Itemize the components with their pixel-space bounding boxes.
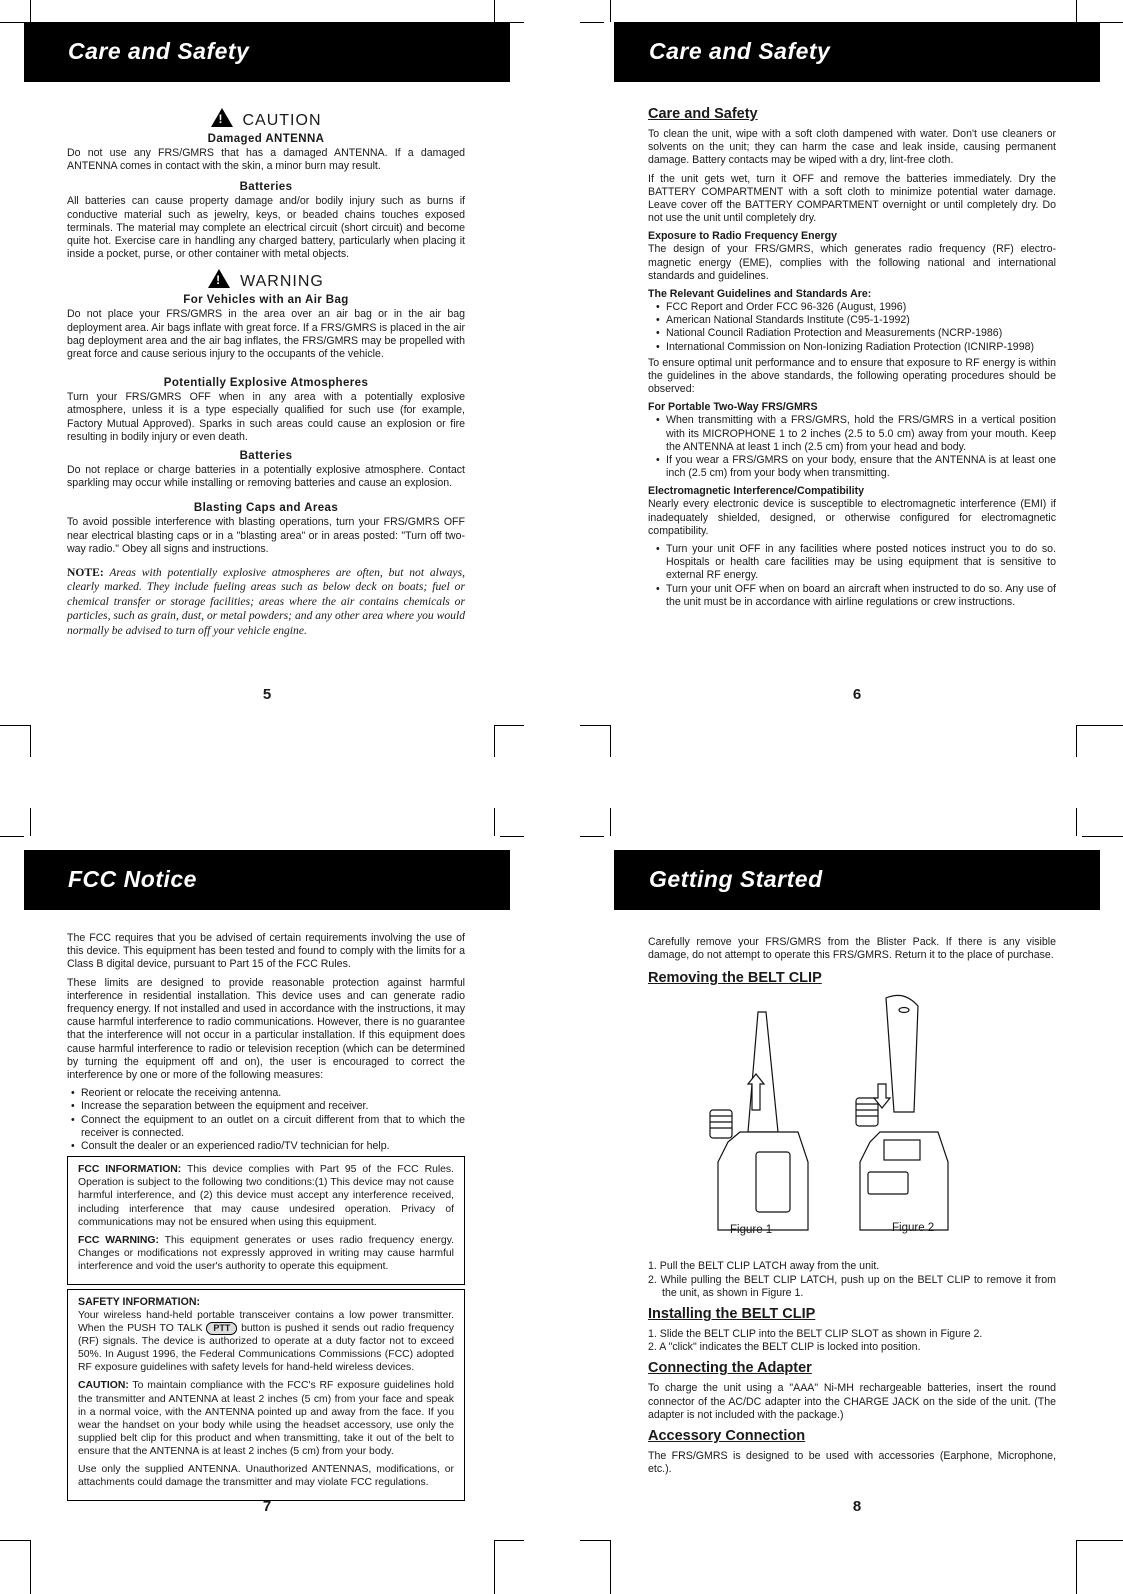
crop-mark	[0, 725, 30, 726]
page-number: 6	[852, 686, 862, 703]
list-item: • American National Standards Institute (C95-1-1992)	[656, 314, 1056, 327]
list-item: • International Commission on Non-Ionizing Radiation Protection (ICNIRP-1998)	[656, 341, 1056, 354]
banner-title: Getting Started	[649, 866, 823, 892]
list-item: • Consult the dealer or an experienced radio/TV technician for help.	[71, 1140, 465, 1153]
section-title: Exposure to Radio Frequency Energy	[648, 230, 837, 243]
paragraph: The FRS/GMRS is designed to be used with accessories (Earphone, Microphone, etc.).	[648, 1450, 1056, 1476]
crop-mark	[1076, 1540, 1123, 1541]
crop-mark	[1076, 725, 1077, 757]
section-title: Batteries	[239, 450, 293, 463]
page-7-banner	[24, 850, 510, 910]
belt-clip-figures	[648, 992, 1056, 1242]
paragraph: The design of your FRS/GMRS, which generates radio frequency (RF) electro-magnetic energy (EME), complies with the following national and international standards and guidelines.	[648, 243, 1056, 282]
paragraph: If the unit gets wet, turn it OFF and remove the batteries immediately. Dry the BATTERY COMPARTMENT with a soft cloth to minimize potential water damage. Leave cover off the BATTERY COMPARTMENT overnight or until completely dry. Do not use the unit until completely dry.	[648, 172, 1056, 225]
crop-mark	[30, 725, 31, 757]
paragraph: To avoid possible interference with blasting operations, turn your FRS/GMRS OFF near electrical blasting caps or in a "blasting area" or in areas posted: "Turn off two-way radio." Obey all signs and instructions.	[67, 516, 465, 555]
belt-clip-illustration	[648, 992, 1056, 1242]
emi-list	[648, 543, 1056, 609]
paragraph: Do not use any FRS/GMRS that has a damaged ANTENNA. If a damaged ANTENNA comes in contact with the skin, a minor burn may result.	[67, 147, 465, 173]
crop-mark	[494, 1540, 495, 1594]
crop-mark	[30, 0, 31, 22]
section-title: SAFETY INFORMATION:	[78, 1296, 201, 1308]
page-5-banner	[24, 22, 510, 82]
list-item: • Turn your unit OFF in any facilities where posted notices instruct you to do so. Hospitals or health care facilities may be using equipment that is sensitive to external RF energy.	[656, 543, 1056, 583]
step: 1. Slide the BELT CLIP into the BELT CLIP SLOT as shown in Figure 2.	[648, 1328, 983, 1341]
crop-mark	[500, 836, 524, 837]
paragraph: To ensure optimal unit performance and to ensure that exposure to RF energy is within the guidelines in the above standards, the following operating procedures should be observed:	[648, 356, 1056, 396]
paragraph: To clean the unit, wipe with a soft cloth dampened with water. Don't use cleaners or solvents on the unit; they can harm the case and leak inside, causing permanent damage. Battery contacts may be wiped with a dry, lint-free cloth.	[648, 128, 1056, 167]
warning-triangle-icon: !	[211, 108, 233, 127]
page-7-content	[67, 932, 465, 1501]
list-item: • When transmitting with a FRS/GMRS, hold the FRS/GMRS in a vertical position with its MICROPHONE 1 to 2 inches (2.5 to 5.0 cm) away from your mouth. Keep the ANTENNA at least 1 inch (2.5 cm) from your head and body.	[656, 414, 1056, 454]
figure-1-label: Figure 1	[730, 1224, 773, 1237]
section-title: Damaged ANTENNA	[207, 133, 325, 145]
section-heading: Installing the BELT CLIP	[648, 1306, 816, 1323]
paragraph: Do not replace or charge batteries in a potentially explosive atmosphere. Contact sparkling may occur while installing or removing batteries and cause an explosion.	[67, 464, 465, 490]
section-title: Batteries	[239, 181, 293, 194]
paragraph: FCC WARNING: This equipment generates or uses radio frequency energy. Changes or modifications not expressly approved in writing may cause harmful interference and void the user's authority to operate this equipment.	[78, 1234, 454, 1272]
warning-heading: ! WARNING	[67, 269, 465, 291]
banner-title: Care and Safety	[649, 38, 831, 64]
paragraph: Your wireless hand-held portable transceiver contains a low power transmitter. When the PUSH TO TALK PTT button is pushed it sends out radio frequency (RF) signals. The device is authorized to operate at a duty factor not to exceed 50%. In August 1996, the Federal Communications Commissions (FCC) adopted RF exposure guidelines with safety levels for hand-held wireless devices.	[78, 1310, 455, 1374]
crop-mark	[580, 725, 610, 726]
page-8-content	[648, 936, 1056, 1476]
page-8	[614, 850, 1100, 1515]
note-text: Areas with potentially explosive atmospheres are often, but not always, clearly marked. They include fueling areas such as below deck on boats; fuel or chemical transfer or storage facilities; areas where the air contains chemicals or particles, such as grain, dust, or metal powders; and any other area where you would normally be advised to turn off your vehicle engine.	[67, 566, 465, 637]
crop-mark	[494, 725, 524, 726]
list-item: • National Council Radiation Protection and Measurements (NCRP-1986)	[656, 327, 1056, 340]
crop-mark	[494, 0, 495, 22]
crop-mark	[30, 1540, 31, 1594]
paragraph: Do not place your FRS/GMRS in the area over an air bag or in the air bag deployment area. Air bags inflate with great force. If a FRS/GMRS is placed in the air bag deployment area and the air bag inflates, the FRS/GMRS may be propelled with great force and cause serious injury to the occupants of the vehicle.	[67, 308, 465, 361]
paragraph: Nearly every electronic device is susceptible to electromagnetic interference (EMI) if inadequately shielded, designed, or otherwise configured for electromagnetic compatibility.	[648, 498, 1056, 537]
safety-information-box	[67, 1289, 465, 1501]
crop-mark	[494, 808, 495, 836]
step: 2. While pulling the BELT CLIP LATCH, push up on the BELT CLIP to remove it from the unit, as shown in Figure 1.	[648, 1273, 1056, 1299]
crop-mark	[1076, 0, 1077, 22]
crop-mark	[1082, 836, 1123, 837]
page-5	[24, 22, 510, 703]
note-label: NOTE:	[67, 566, 104, 580]
list-item: • If you wear a FRS/GMRS on your body, ensure that the ANTENNA is at least one inch (2.5 cm) from your body when transmitting.	[656, 454, 1056, 480]
crop-mark	[610, 1540, 611, 1594]
crop-mark	[494, 1540, 524, 1541]
page-6-content	[648, 106, 1056, 609]
section-title: The Relevant Guidelines and Standards Are:	[648, 288, 872, 301]
crop-mark	[0, 22, 24, 23]
ptt-button-icon: PTT	[206, 1322, 237, 1335]
section-title: Electromagnetic Interference/Compatibility	[648, 485, 865, 498]
crop-mark	[610, 0, 611, 22]
fcc-information-box	[67, 1156, 465, 1285]
list-item: • FCC Report and Order FCC 96-326 (August, 1996)	[656, 301, 1056, 314]
paragraph: Turn your FRS/GMRS OFF when in any area with a potentially explosive atmosphere, unless it is a type especially qualified for such use (for example, Factory Mutual Approved). Sparks in such areas could cause an explosion or fire resulting in bodily injury or even death.	[67, 391, 465, 443]
guidelines-list	[648, 301, 1056, 354]
page-number: 8	[852, 1498, 862, 1515]
banner-title: FCC Notice	[68, 866, 197, 892]
paragraph: These limits are designed to provide reasonable protection against harmful interference in residential installation. This device uses and can generate radio frequency energy. If not installed and used in accordance with the instructions, it may cause harmful interference to radio communications. However, there is no guarantee that the interference will not occur in a particular installation. If this equipment does cause harmful interference to radio or television reception (which can be determined by turning the equipment off and on), the user is encouraged to correct the interference by one or more of the following measures:	[67, 976, 465, 1082]
crop-mark	[580, 22, 604, 23]
page-8-banner	[614, 850, 1100, 910]
page-6-banner	[614, 22, 1100, 82]
paragraph: FCC INFORMATION: This device complies with Part 95 of the FCC Rules. Operation is subject to the following two conditions:(1) This device may not cause harmful interference, and (2) this device must accept any interference received, including interference that may cause undesired operation. Privacy of communications may not be ensured when using this equipment.	[78, 1164, 455, 1228]
paragraph: The FCC requires that you be advised of certain requirements involving the use of this device. This equipment has been tested and found to comply with the limits for a Class B digital device, pursuant to Part 15 of the FCC Rules.	[67, 932, 465, 971]
page-number: 5	[262, 686, 272, 703]
warning-triangle-icon: !	[208, 269, 230, 288]
note	[67, 566, 465, 638]
page-5-content	[67, 108, 465, 638]
crop-mark	[1076, 1540, 1077, 1594]
crop-mark	[0, 1540, 30, 1541]
paragraph: Use only the supplied ANTENNA. Unauthorized ANTENNAS, modifications, or attachments could damage the transmitter and may violate FCC regulations.	[78, 1464, 454, 1489]
section-heading: Removing the BELT CLIP	[648, 970, 822, 987]
paragraph: All batteries can cause property damage and/or bodily injury such as burns if conductive material such as jewelry, keys, or beaded chains touches exposed terminals. The material may complete an electrical circuit (short circuit) and become quite hot. Exercise care in handling any charged battery, particularly when placing it inside a pocket, purse, or other container with metal objects.	[67, 195, 465, 261]
caution-heading: ! CAUTION	[67, 108, 465, 130]
step: 2. A "click" indicates the BELT CLIP is locked into position.	[648, 1341, 921, 1354]
section-heading: Accessory Connection	[648, 1428, 806, 1445]
crop-mark	[0, 836, 24, 837]
paragraph: CAUTION: To maintain compliance with the FCC's RF exposure guidelines hold the transmitter and ANTENNA at least 2 inches (5 cm) from your face and speak in a normal voice, with the ANTENNA pointed up and away from the face. If you wear the handset on your body while using the headset accessory, use only the supplied belt clip for this product and when transmitting, take it out of the belt to ensure that the ANTENNA is at least 2 inches (5 cm) from your body.	[78, 1380, 454, 1457]
crop-mark	[1076, 725, 1123, 726]
section-title: Potentially Explosive Atmospheres	[163, 377, 369, 390]
list-item: • Connect the equipment to an outlet on a circuit different from that to which the receiver is connected.	[71, 1114, 465, 1140]
section-heading: Care and Safety	[648, 106, 758, 122]
figure-2-radio	[856, 996, 948, 1231]
figure-1-radio	[710, 1012, 808, 1230]
crop-mark	[580, 836, 604, 837]
crop-mark	[30, 808, 31, 836]
list-item: • Increase the separation between the equipment and receiver.	[71, 1100, 465, 1113]
section-title: For Portable Two-Way FRS/GMRS	[648, 401, 818, 414]
figure-2-label: Figure 2	[892, 1222, 935, 1235]
crop-mark	[1076, 808, 1077, 836]
measures-list	[67, 1087, 465, 1153]
section-heading: Connecting the Adapter	[648, 1360, 812, 1377]
page-6	[614, 22, 1100, 703]
page-number: 7	[262, 1498, 272, 1515]
paragraph: Carefully remove your FRS/GMRS from the Blister Pack. If there is any visible damage, do not attempt to operate this FRS/GMRS. Return it to the place of purchase.	[648, 936, 1056, 962]
banner-title: Care and Safety	[68, 38, 250, 64]
page-7	[24, 850, 510, 1515]
list-item: • Reorient or relocate the receiving antenna.	[71, 1087, 465, 1100]
crop-mark	[610, 808, 611, 836]
paragraph: To charge the unit using a "AAA" Ni-MH rechargeable batteries, insert the round connector of the AC/DC adapter into the CHARGE JACK on the side of the unit. (The adapter is not included with the package.)	[648, 1382, 1056, 1421]
step: 1. Pull the BELT CLIP LATCH away from the unit.	[648, 1260, 880, 1273]
crop-mark	[494, 725, 495, 757]
section-title: Blasting Caps and Areas	[193, 502, 339, 515]
crop-mark	[580, 1540, 610, 1541]
portable-list	[648, 414, 1056, 480]
section-title: For Vehicles with an Air Bag	[183, 294, 349, 307]
crop-mark	[610, 725, 611, 757]
list-item: • Turn your unit OFF when on board an aircraft when instructed to do so. Any use of the unit must be in accordance with airline regulations or crew instructions.	[656, 583, 1056, 609]
